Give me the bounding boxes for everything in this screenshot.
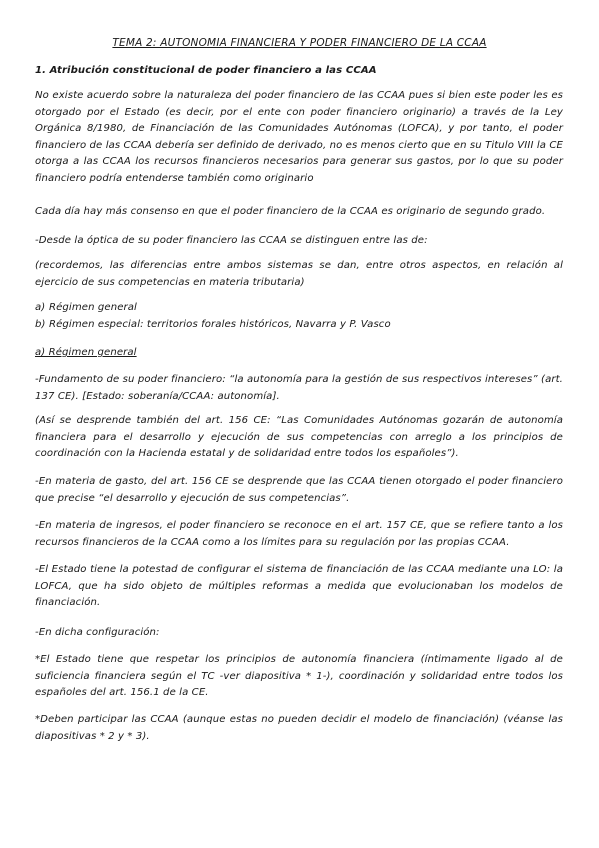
paragraph-recordemos: (recordemos, las diferencias entre ambos sistemas se dan, entre otros aspectos, en relación al ejercicio de sus competencias en materia tributaria)	[35, 260, 563, 288]
paragraph-participar: *Deben participar las CCAA (aunque estas no pueden decidir el modelo de financiación) (véanse las diapositivas * 2 y * 3).	[35, 714, 563, 742]
page-title: TEMA 2: AUTONOMIA FINANCIERA Y PODER FINANCIERO DE LA CCAA	[112, 37, 487, 49]
paragraph-principios: *El Estado tiene que respetar los principios de autonomía financiera (íntimamente ligado al de suficiencia financiera según el TC -ver diapositiva * 1-), coordinación y solidaridad entre todos los españoles del art. 156.1 de la CE.	[35, 654, 563, 698]
list-item	[35, 300, 563, 317]
paragraph-ingresos: -En materia de ingresos, el poder financiero se reconoce en el art. 157 CE, que se refiere tanto a los recursos financieros de la CCAA como a los límites para su regulación por las propias CCAA.	[35, 520, 563, 548]
paragraph-gasto: -En materia de gasto, del art. 156 CE se desprende que las CCAA tienen otorgado el poder financiero que precise “el desarrollo y ejecución de sus competencias”.	[35, 476, 563, 504]
paragraph-lofca: -El Estado tiene la potestad de configurar el sistema de financiación de las CCAA mediante una LO: la LOFCA, que ha sido objeto de múltiples reformas a medida que evolucionaban los modelos de financiación.	[35, 564, 563, 608]
paragraph-naturaleza: No existe acuerdo sobre la naturaleza del poder financiero de las CCAA pues si bien este poder les es otorgado por el Estado (es decir, por el ente con poder financiero originario) a través de la Ley Orgánica 8/1980, de Financiación de las Comunidades Autónomas (LOFCA), y por tanto, el poder financiero de las CCAA debería ser definido de derivado, no es menos cierto que en su Titulo VIII la CE otorga a las CCAA los recursos financieros necesarios para generar sus gastos, por lo que su poder financiero podría entenderse también como originario	[35, 90, 563, 184]
list-marker: a)	[35, 302, 46, 313]
list-item	[35, 317, 563, 334]
section-heading: 1. Atribución constitucional de poder financiero a las CCAA	[35, 65, 377, 76]
paragraph-consenso: Cada día hay más consenso en que el poder financiero de la CCAA es originario de segundo grado.	[35, 206, 546, 217]
paragraph-fundamento: -Fundamento de su poder financiero: “la autonomía para la gestión de sus respectivos intereses” (art. 137 CE). [Estado: soberanía/CCAA: autonomía].	[35, 374, 563, 402]
list-marker: b)	[35, 318, 46, 330]
paragraph-art-156: (Así se desprende también del art. 156 CE: “Las Comunidades Autónomas gozarán de autonomía financiera para el desarrollo y ejecución de sus competencias con arreglo a los principios de coordinación con la Hacienda estatal y de solidaridad entre todos los españoles”).	[35, 415, 563, 459]
list-text: Régimen general	[49, 302, 137, 313]
list-text: Régimen especial: territorios forales históricos, Navarra y P. Vasco	[49, 318, 391, 330]
paragraph-configuracion: -En dicha configuración:	[35, 627, 160, 638]
subheading-regimen-general: a) Régimen general	[35, 347, 137, 358]
paragraph-optica: -Desde la óptica de su poder financiero las CCAA se distinguen entre las de:	[35, 235, 428, 246]
regimen-list	[35, 300, 563, 333]
